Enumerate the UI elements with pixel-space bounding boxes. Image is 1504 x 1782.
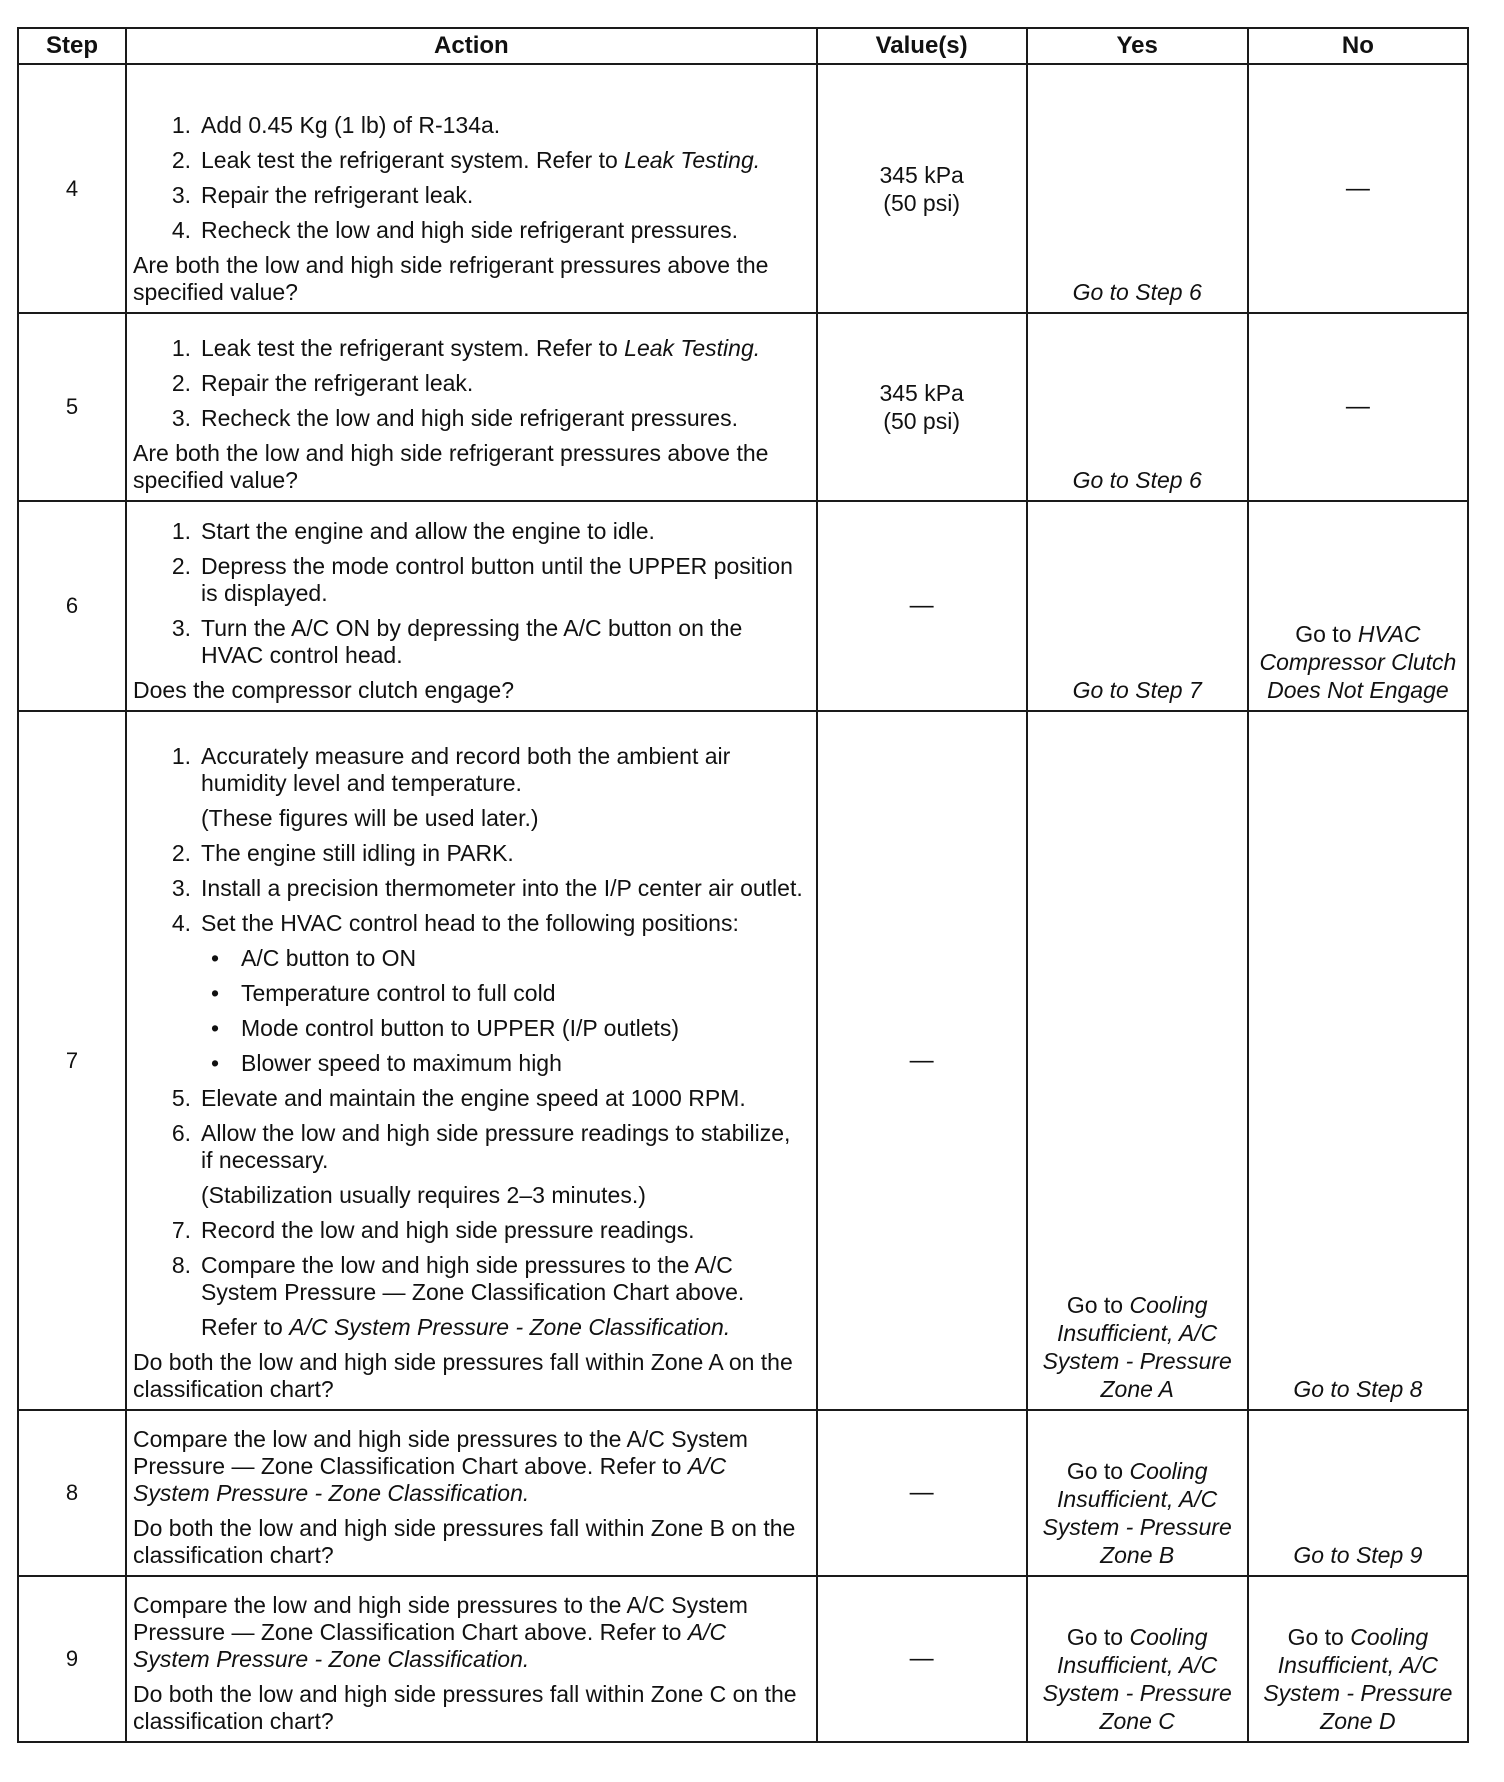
value-cell: — [817,711,1027,1410]
yes-cell [1027,64,1248,313]
step-number: 7 [18,711,126,1410]
action-cell: Compare the low and high side pressures to the A/C System Pressure — Zone Classification Chart above. Refer to A/C System Pressure - Zone Classification. Do both the low and high side pressures fall within Zone C on the classification chart? [126,1576,817,1742]
yes-link[interactable]: Go to Step 7 [1072,677,1202,704]
bullet-item: • Mode control button to UPPER (I/P outlets) [211,1015,680,1042]
value-cell: — [817,1410,1027,1576]
list-item: 1. Leak test the refrigerant system. Refer to Leak Testing. [171,335,761,361]
header-values: Value(s) [817,28,1027,64]
value-cell [817,313,1027,501]
reference-link[interactable]: A/C System Pressure - Zone Classification. [133,1453,727,1506]
no-prefix: Go to [1287,1624,1344,1650]
no-prefix: Go to [1295,621,1352,648]
value-line: (50 psi) [883,408,960,435]
bullet-item: • A/C button to ON [211,945,417,972]
no-cell [1248,1576,1468,1742]
settings-list [201,945,806,1077]
list-item: 5. Elevate and maintain the engine speed at 1000 RPM. [171,1085,746,1112]
no-cell [1248,1410,1468,1576]
no-cell: — [1248,313,1468,501]
yes-link[interactable]: Go to Step 6 [1072,467,1202,493]
no-cell [1248,501,1468,711]
list-item: 3. Repair the refrigerant leak. [171,182,474,209]
no-link[interactable]: HVAC Compressor Clutch Does Not Engage [1259,621,1457,704]
question-text: Does the compressor clutch engage? [133,677,515,704]
yes-link[interactable]: Cooling Insufficient, A/C System - Pressure Zone B [1042,1458,1232,1568]
no-cell: — [1248,64,1468,313]
table-row [18,711,1468,1410]
question-text: Do both the low and high side pressures fall within Zone B on the classification chart? [133,1515,796,1568]
list-item: 3. Recheck the low and high side refrigerant pressures. [171,405,738,431]
yes-cell [1027,501,1248,711]
question-text: Are both the low and high side refrigerant pressures above the specified value? [133,440,769,493]
value-line: 345 kPa [879,380,964,407]
question-text: Do both the low and high side pressures fall within Zone A on the classification chart? [133,1349,793,1403]
header-step: Step [18,28,126,64]
yes-cell [1027,1576,1248,1742]
step-number: 5 [18,313,126,501]
value-cell: — [817,501,1027,711]
yes-prefix: Go to [1066,1292,1124,1319]
list-item: 1. Start the engine and allow the engine to idle. [171,518,655,545]
reference-link[interactable]: Leak Testing. [624,147,761,174]
reference-link[interactable]: A/C System Pressure - Zone Classification. [133,1619,727,1672]
list-item: 1. Accurately measure and record both the ambient air humidity level and temperature. (These figures will be used later.) [133,743,806,832]
bullet-item: • Blower speed to maximum high [211,1050,562,1077]
list-item: 2. Repair the refrigerant leak. [171,370,474,396]
question-text: Do both the low and high side pressures fall within Zone C on the classification chart? [133,1681,797,1734]
list-item: 2. Depress the mode control button until the UPPER position is displayed. [171,553,793,607]
note-text: (These figures will be used later.) [201,805,539,832]
no-link[interactable]: Go to Step 8 [1293,1376,1423,1403]
value-line: 345 kPa [879,161,964,188]
note-text: (Stabilization usually requires 2–3 minutes.) [201,1182,646,1209]
table-row [18,1410,1468,1576]
yes-link[interactable]: Go to Step 6 [1072,279,1202,306]
yes-prefix: Go to [1066,1624,1124,1650]
yes-cell [1027,1410,1248,1576]
list-item: 3. Install a precision thermometer into the I/P center air outlet. [171,875,803,902]
list-item: 2. Leak test the refrigerant system. Refer to Leak Testing. [171,147,761,174]
question-text: Are both the low and high side refrigerant pressures above the specified value? [133,252,769,306]
action-text: Compare the low and high side pressures to the A/C System Pressure — Zone Classification Chart above. [133,1592,748,1645]
list-item: 1. Add 0.45 Kg (1 lb) of R-134a. [171,112,501,139]
action-text: Compare the low and high side pressures to the A/C System Pressure — Zone Classification Chart above. [133,1426,748,1479]
table-row [18,64,1468,313]
yes-link[interactable]: Cooling Insufficient, A/C System - Pressure Zone C [1042,1624,1232,1734]
yes-cell [1027,711,1248,1410]
no-link[interactable]: Cooling Insufficient, A/C System - Pressure Zone D [1263,1624,1453,1734]
step-number: 8 [18,1410,126,1576]
step-number: 9 [18,1576,126,1742]
value-cell: — [817,1576,1027,1742]
bullet-item: • Temperature control to full cold [211,980,556,1007]
yes-cell [1027,313,1248,501]
reference-link[interactable]: A/C System Pressure - Zone Classification. [289,1314,731,1341]
table-row [18,1576,1468,1742]
list-item: 6. Allow the low and high side pressure readings to stabilize, if necessary. (Stabilization usually requires 2–3 minutes.) [133,1120,806,1209]
list-item: 2. The engine still idling in PARK. [171,840,514,867]
yes-link[interactable]: Cooling Insufficient, A/C System - Pressure Zone A [1042,1292,1232,1403]
list-item: 8. Compare the low and high side pressures to the A/C System Pressure — Zone Classification Chart above. Refer to A/C System Pressure - Zone Classification. [171,1252,745,1341]
action-cell [126,501,817,711]
header-yes: Yes [1027,28,1248,64]
action-cell [126,313,817,501]
table-row [18,313,1468,501]
yes-prefix: Go to [1066,1458,1124,1484]
list-item: 3. Turn the A/C ON by depressing the A/C button on the HVAC control head. [171,615,743,669]
value-cell [817,64,1027,313]
header-row [18,28,1468,64]
no-link[interactable]: Go to Step 9 [1293,1542,1423,1568]
list-item: 4. Set the HVAC control head to the following positions: • A/C button to ON • Temperature control to full cold • Mode control button to UPPER (I/P outlets) • Blower speed to maximum high [133,910,806,1077]
list-item: 7. Record the low and high side pressure readings. [171,1217,695,1244]
list-item: 4. Recheck the low and high side refrigerant pressures. [171,217,738,244]
table-row [18,501,1468,711]
step-number: 6 [18,501,126,711]
action-cell [126,711,817,1410]
action-cell [126,64,817,313]
action-cell: Compare the low and high side pressures to the A/C System Pressure — Zone Classification Chart above. Refer to A/C System Pressure - Zone Classification. Do both the low and high side pressures fall within Zone B on the classification chart? [126,1410,817,1576]
header-action: Action [126,28,817,64]
value-line: (50 psi) [883,189,960,216]
step-number: 4 [18,64,126,313]
diagnostic-table [17,27,1469,1743]
header-no: No [1248,28,1468,64]
reference-link[interactable]: Leak Testing. [624,335,761,361]
no-cell [1248,711,1468,1410]
